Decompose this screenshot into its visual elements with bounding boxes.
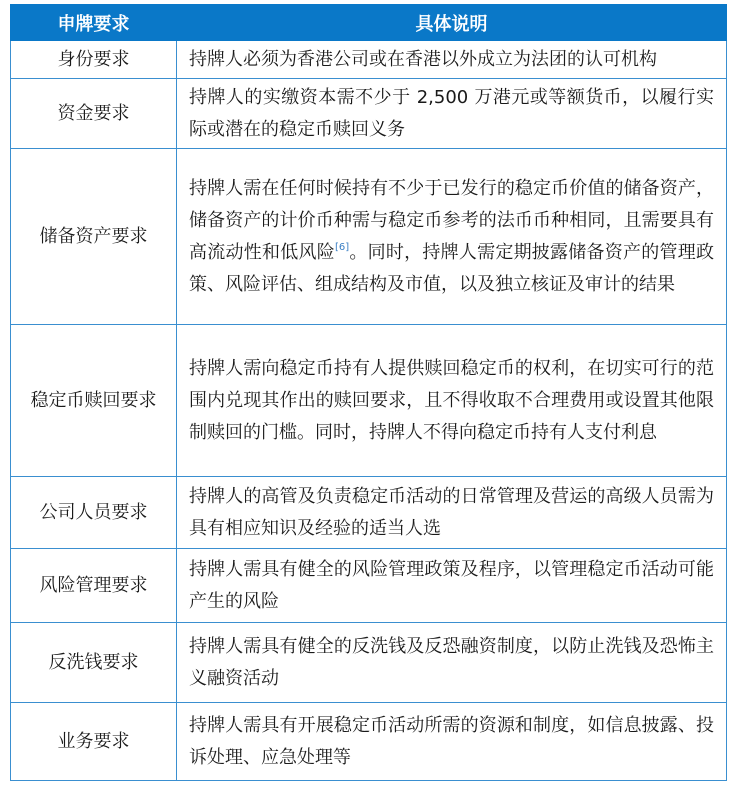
header-description: 具体说明: [177, 5, 727, 41]
requirement-cell: 反洗钱要求: [11, 623, 177, 703]
table-row: [11, 623, 727, 703]
requirement-cell: 风险管理要求: [11, 549, 177, 623]
table-row: [11, 79, 727, 149]
description-cell: [177, 149, 727, 325]
table-row: [11, 703, 727, 781]
footnote-reference-link[interactable]: [6]: [334, 241, 350, 253]
requirement-cell: 业务要求: [11, 703, 177, 781]
requirement-cell: 资金要求: [11, 79, 177, 149]
table-row: [11, 149, 727, 325]
description-text-part2: 。同时，持牌人需定期披露储备资产的管理政策、风险评估、组成结构及市值，以及独立核证及审计的结果: [189, 241, 715, 295]
table-header-row: [11, 5, 727, 41]
description-cell: 持牌人需具有健全的反洗钱及反恐融资制度，以防止洗钱及恐怖主义融资活动: [177, 623, 727, 703]
requirement-cell: 储备资产要求: [11, 149, 177, 325]
table-row: [11, 477, 727, 549]
description-cell: 持牌人需具有健全的风险管理政策及程序，以管理稳定币活动可能产生的风险: [177, 549, 727, 623]
requirement-cell: 稳定币赎回要求: [11, 325, 177, 477]
requirement-cell: 身份要求: [11, 41, 177, 79]
requirement-cell: 公司人员要求: [11, 477, 177, 549]
description-cell: 持牌人必须为香港公司或在香港以外成立为法团的认可机构: [177, 41, 727, 79]
description-cell: 持牌人需向稳定币持有人提供赎回稳定币的权利，在切实可行的范围内兑现其作出的赎回要求，且不得收取不合理费用或设置其他限制赎回的门槛。同时，持牌人不得向稳定币持有人支付利息: [177, 325, 727, 477]
requirements-table-container: [10, 4, 726, 781]
description-cell: 持牌人需具有开展稳定币活动所需的资源和制度，如信息披露、投诉处理、应急处理等: [177, 703, 727, 781]
table-row: [11, 41, 727, 79]
table-row: [11, 549, 727, 623]
description-cell: 持牌人的高管及负责稳定币活动的日常管理及营运的高级人员需为具有相应知识及经验的适当人选: [177, 477, 727, 549]
table-row: [11, 325, 727, 477]
header-requirement: 申牌要求: [11, 5, 177, 41]
description-text-part1: 持牌人需在任何时候持有不少于已发行的稳定币价值的储备资产，储备资产的计价币种需与稳定币参考的法币币种相同，且需要具有高流动性和低风险: [189, 177, 714, 263]
description-cell: 持牌人的实缴资本需不少于 2,500 万港元或等额货币，以履行实际或潜在的稳定币赎回义务: [177, 79, 727, 149]
requirements-table: [10, 4, 727, 781]
